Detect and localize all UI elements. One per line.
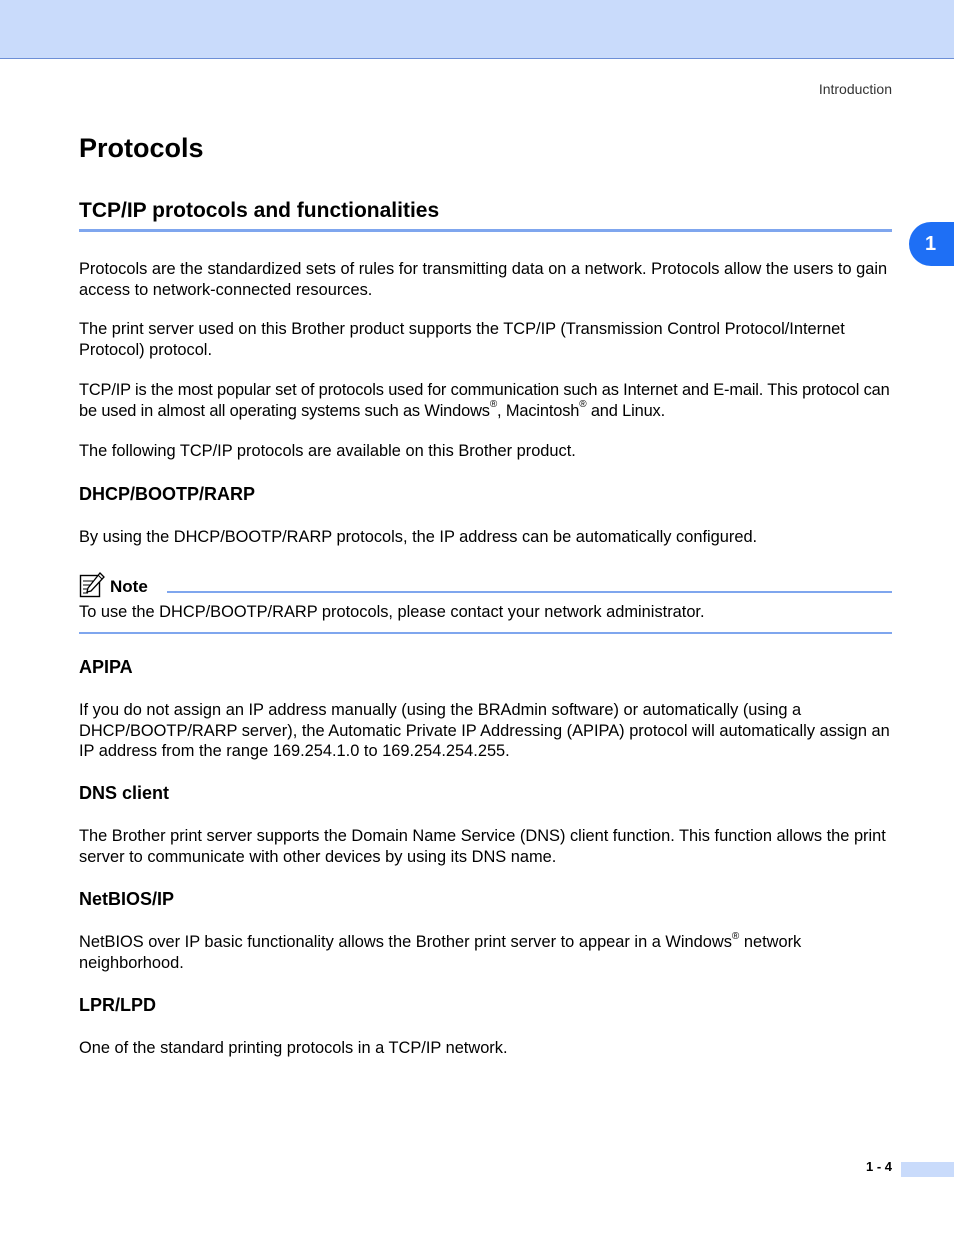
paragraph-dns: The Brother print server supports the Domain Name Service (DNS) client function. This function allows the print server to communicate with other devices by using its DNS name. <box>79 827 886 866</box>
heading-netbios: NetBIOS/IP <box>79 889 175 909</box>
registered-mark: ® <box>731 930 740 942</box>
paragraph-available-protocols: The following TCP/IP protocols are available on this Brother product. <box>79 442 576 460</box>
note-header <box>79 572 892 596</box>
heading-dhcp: DHCP/BOOTP/RARP <box>79 484 256 504</box>
footer-band <box>901 1162 954 1177</box>
paragraph-tcpip-popular <box>79 380 892 421</box>
text-segment: NetBIOS over IP basic functionality allows the Brother print server to appear in a Windows <box>79 933 732 951</box>
note-label: Note <box>110 577 148 596</box>
paragraph-dhcp: By using the DHCP/BOOTP/RARP protocols, the IP address can be automatically configured. <box>79 528 758 546</box>
page-number: 1 - 4 <box>865 1159 892 1174</box>
text-segment: , Macintosh <box>497 401 580 420</box>
text-segment: network neighborhood. <box>79 933 802 972</box>
chapter-tab[interactable]: 1 <box>909 222 954 266</box>
heading-apipa: APIPA <box>79 657 133 677</box>
registered-mark: ® <box>579 399 587 411</box>
section-heading-tcpip: TCP/IP protocols and functionalities <box>79 199 892 232</box>
paragraph-lpr: One of the standard printing protocols in a TCP/IP network. <box>79 1039 508 1057</box>
heading-dns: DNS client <box>79 783 170 803</box>
heading-lpr: LPR/LPD <box>79 995 157 1015</box>
page-title: Protocols <box>79 133 204 163</box>
note-text: To use the DHCP/BOOTP/RARP protocols, please contact your network administrator. <box>79 603 705 621</box>
registered-mark: ® <box>489 399 498 411</box>
note-rule <box>167 591 892 593</box>
note-pencil-icon <box>79 572 105 598</box>
header-section-label: Introduction <box>818 81 892 97</box>
paragraph-netbios <box>79 932 892 973</box>
text-segment: TCP/IP is the most popular set of protocols used for communication such as Internet and E-mail. This protocol can be used in almost all operating systems such as Windows <box>79 381 890 420</box>
text-segment: and Linux. <box>586 401 665 420</box>
paragraph-apipa: If you do not assign an IP address manually (using the BRAdmin software) or automatically (using a DHCP/BOOTP/RARP server), the Automatic Private IP Addressing (APIPA) protocol will automatically assign an IP address from the range 169.254.1.0 to 169.254.254.255. <box>79 701 890 760</box>
paragraph-print-server: The print server used on this Brother product supports the TCP/IP (Transmission Control Protocol/Internet Protocol) protocol. <box>79 320 845 359</box>
paragraph-intro: Protocols are the standardized sets of rules for transmitting data on a network. Protocols allow the users to gain access to network-connected resources. <box>79 260 888 299</box>
note-bottom-rule <box>79 632 892 634</box>
header-band <box>0 0 954 59</box>
